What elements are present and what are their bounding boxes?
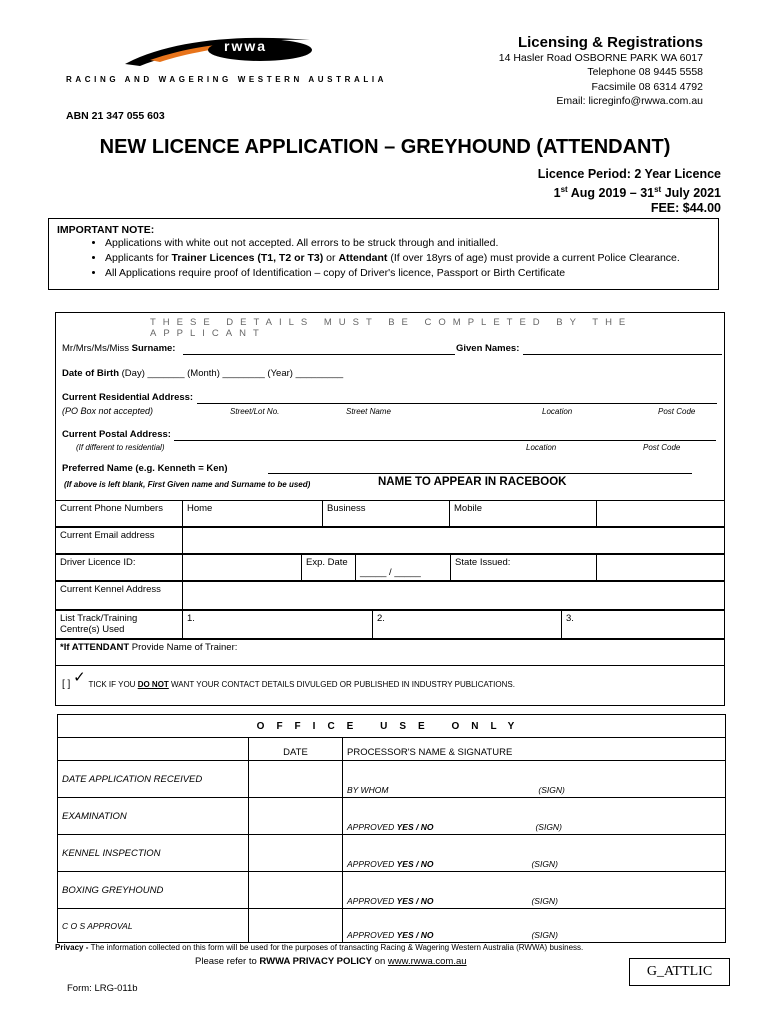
business-phone-field[interactable]: Business [323,501,450,527]
office-row-label: C O S APPROVAL [58,909,249,943]
state-field[interactable] [597,555,725,581]
office-sign-field[interactable]: APPROVED YES / NO (SIGN) [343,872,726,909]
state-label: State Issued: [451,555,597,581]
tick-box[interactable]: [ ] [62,679,71,690]
period-line2: 1st Aug 2019 – 31st July 2021 [553,185,721,201]
postal-address-field[interactable] [174,440,716,441]
form-number: Form: LRG-011b [67,983,138,994]
applicant-section [55,312,725,706]
office-date-field[interactable] [249,798,343,835]
licence-period [538,167,721,216]
racebook-caption: NAME TO APPEAR IN RACEBOOK [378,476,567,488]
exp-date-field[interactable]: _____ / _____ [356,555,451,581]
privacy-refer: Please refer to RWWA PRIVACY POLICY on www.rwwa.com.au [195,956,467,967]
dob-row[interactable]: Date of Birth (Day) _______ (Month) ________ (Year) _________ [62,368,344,379]
office-sign-field[interactable]: APPROVED YES / NO (SIGN) [343,909,726,943]
street-lot-caption: Street/Lot No. [230,407,280,416]
if-different-note: (If different to residential) [76,443,165,452]
licence-id-field[interactable] [183,555,302,581]
details-grid [55,500,725,527]
res-address-field[interactable] [197,403,717,404]
postcode-caption: Post Code [658,407,696,416]
office-row-label: DATE APPLICATION RECEIVED [58,761,249,798]
office-blank [58,738,249,761]
address: 14 Hasler Road OSBORNE PARK WA 6017 [498,51,703,64]
kennel-label: Current Kennel Address [56,582,183,610]
surname-label: Mr/Mrs/Ms/Miss Surname: [62,343,176,354]
given-names-label: Given Names: [456,343,520,354]
track-label: List Track/Training Centre(s) Used [56,611,183,639]
mobile-phone-field[interactable]: Mobile [450,501,597,527]
telephone: Telephone 08 9445 5558 [587,66,703,78]
licence-id-label: Driver Licence ID: [56,555,183,581]
note-item: • Applicants for Trainer Licences (T1, T2 or T3) or Attendant (If over 18yrs of age) must provide a current Police Clearance. [105,251,718,266]
preferred-name-field[interactable] [268,473,692,474]
office-date-field[interactable] [249,761,343,798]
office-date-field[interactable] [249,872,343,909]
email: Email: licreginfo@rwwa.com.au [556,95,703,107]
trainer-field[interactable]: *If ATTENDANT Provide Name of Trainer: [56,640,725,666]
contact-block [499,36,703,109]
fee: FEE: $44.00 [650,201,721,216]
office-date-field[interactable] [249,835,343,872]
po-box-note: (PO Box not accepted) [62,406,154,416]
privacy-tick-row[interactable]: [ ] ✓ TICK IF YOU DO NOT WANT YOUR CONTACT DETAILS DIVULGED OR PUBLISHED IN INDUSTRY PUBLICATIONS. [62,669,515,690]
note-item: • Applications with white out not accepted. All errors to be struck through and initialled. [105,236,718,251]
exp-date-label: Exp. Date [302,555,356,581]
office-row-label: BOXING GREYHOUND [58,872,249,909]
phone-label: Current Phone Numbers [56,501,183,527]
applicant-heading: THESE DETAILS MUST BE COMPLETED BY THE APPLICANT [150,317,633,339]
track-field-2[interactable]: 2. [373,611,562,639]
facsimile: Facsimile 08 6314 4792 [591,80,703,93]
date-header: DATE [249,738,343,761]
rwwa-logo [120,30,320,70]
processor-header: PROCESSOR'S NAME & SIGNATURE [343,738,726,761]
email-field[interactable] [183,528,725,554]
form-code-box: G_ATTLIC [629,958,730,986]
note-item: • All Applications require proof of Identification – copy of Driver's licence, Passport or Birth Certificate [105,266,718,281]
office-sign-field[interactable]: APPROVED YES / NO (SIGN) [343,835,726,872]
dept-title: Licensing & Registrations [517,34,703,51]
privacy-link[interactable]: www.rwwa.com.au [387,956,467,967]
kennel-row [55,581,725,610]
office-heading: OFFICE USE ONLY [58,715,726,738]
if-blank-note: (If above is left blank, First Given name and Surname to be used) [64,480,311,489]
office-row-label: EXAMINATION [58,798,249,835]
page-title: NEW LICENCE APPLICATION – GREYHOUND (ATTENDANT) [99,136,671,158]
logo-swoosh-icon [120,30,320,70]
note-heading: IMPORTANT NOTE: [57,224,155,236]
res-address-label: Current Residential Address: [62,392,194,403]
track-row [55,610,725,639]
track-field-1[interactable]: 1. [183,611,373,639]
home-phone-field[interactable]: Home [183,501,323,527]
kennel-field[interactable] [183,582,725,610]
given-names-field[interactable] [523,354,722,355]
licence-row [55,554,725,581]
track-field-3[interactable]: 3. [562,611,725,639]
phone-extra-cell [597,501,725,527]
surname-field[interactable] [183,354,455,355]
office-sign-field[interactable]: APPROVED YES / NO (SIGN) [343,798,726,835]
office-date-field[interactable] [249,909,343,943]
office-row-label: KENNEL INSPECTION [58,835,249,872]
period-line1: Licence Period: 2 Year Licence [537,167,721,181]
street-name-caption: Street Name [346,407,391,416]
abn: ABN 21 347 055 603 [66,110,165,122]
logo-word: rwwa [224,38,268,54]
privacy-statement: Privacy - The information collected on this form will be used for the purposes of transacting Racing & Wagering Western Australia (RWWA) business. [55,943,584,952]
postcode-caption: Post Code [643,443,681,452]
email-row [55,527,725,554]
important-note [48,218,719,290]
preferred-name-label: Preferred Name (e.g. Kenneth = Ken) [62,463,228,474]
office-use-table [57,714,726,943]
location-caption: Location [542,407,573,416]
location-caption: Location [526,443,557,452]
postal-address-label: Current Postal Address: [62,429,171,440]
trainer-row [55,639,725,666]
office-sign-field[interactable]: BY WHOM (SIGN) [343,761,726,798]
email-label: Current Email address [56,528,183,554]
logo-tagline: RACING AND WAGERING WESTERN AUSTRALIA [66,75,388,84]
check-icon: ✓ [73,669,86,686]
